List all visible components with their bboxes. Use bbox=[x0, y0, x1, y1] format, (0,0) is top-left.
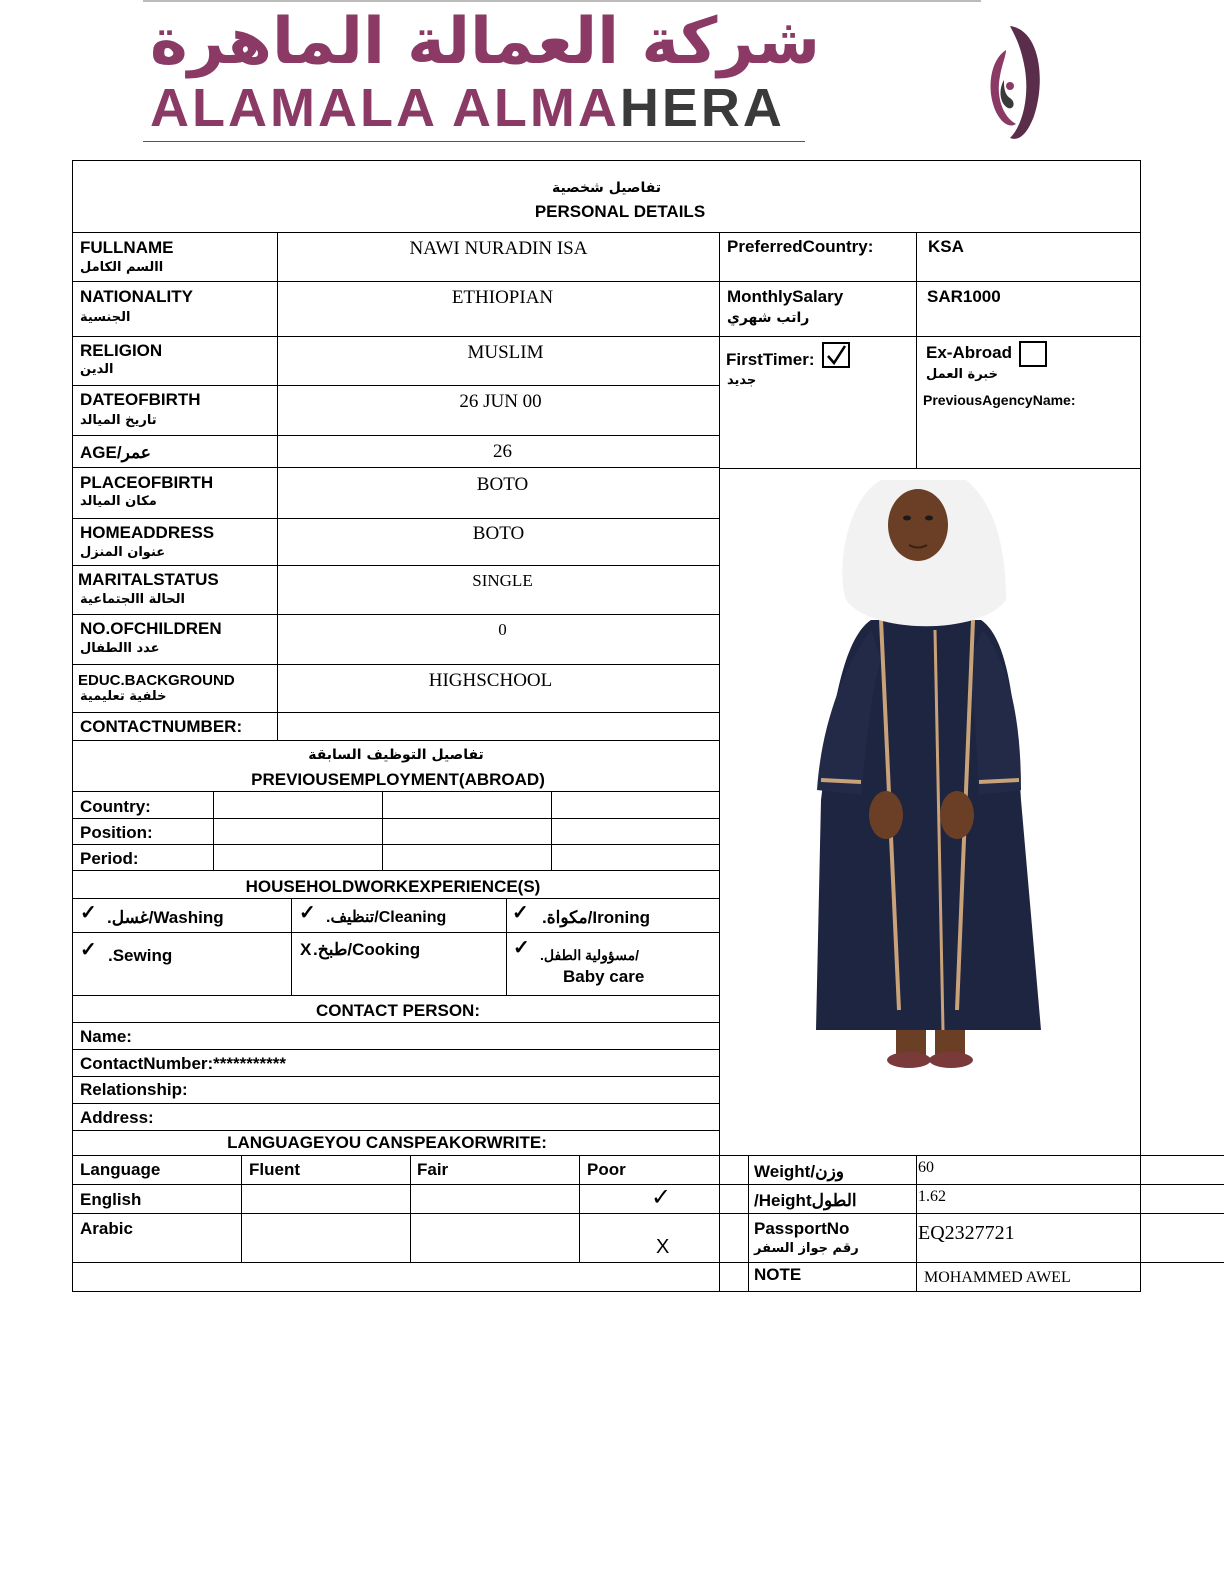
border bbox=[719, 281, 1141, 282]
preferred-country-label: PreferredCountry: bbox=[727, 237, 874, 256]
weight-value: 60 bbox=[918, 1159, 934, 1176]
border bbox=[213, 791, 214, 871]
dob-value: 26 JUN 00 bbox=[459, 391, 542, 412]
border bbox=[72, 1184, 1141, 1185]
washing-mark: ✓ bbox=[80, 902, 97, 924]
sewing-label: .Sewing bbox=[108, 946, 173, 965]
contact-name-label: Name: bbox=[80, 1027, 132, 1046]
passport-label: PassportNo bbox=[754, 1219, 850, 1238]
pob-label-ar: مكان الميالد bbox=[80, 494, 157, 509]
language-arabic: Arabic bbox=[80, 1219, 133, 1238]
border bbox=[1140, 1213, 1224, 1214]
cooking-label: .طبخ/Cooking bbox=[313, 940, 421, 959]
educ-label: EDUC.BACKGROUND bbox=[78, 672, 235, 689]
marital-label: MARITALSTATUS bbox=[78, 570, 219, 589]
religion-label-ar: الدين bbox=[80, 362, 114, 377]
border bbox=[72, 1103, 720, 1104]
border bbox=[72, 898, 720, 899]
border bbox=[719, 468, 1141, 469]
border bbox=[72, 1022, 720, 1023]
border bbox=[382, 791, 383, 871]
employment-title-ar: تفاصيل التوظيف السابقة bbox=[308, 747, 484, 763]
border bbox=[72, 1262, 1141, 1263]
passport-label-ar: رقم جواز السفر bbox=[754, 1241, 859, 1256]
address-label: HOMEADDRESS bbox=[80, 523, 215, 542]
border bbox=[72, 336, 720, 337]
border bbox=[719, 336, 1141, 337]
fullname-value: NAWI NURADIN ISA bbox=[409, 238, 588, 259]
address-value: BOTO bbox=[472, 523, 525, 544]
border bbox=[72, 160, 73, 1292]
fair-header: Fair bbox=[417, 1160, 449, 1179]
contact-number-value: *********** bbox=[213, 1054, 286, 1073]
border bbox=[72, 1130, 720, 1131]
english-poor-mark: ✓ bbox=[651, 1184, 672, 1211]
ironing-label: .مكواة/Ironing bbox=[542, 908, 650, 927]
border bbox=[72, 932, 720, 933]
ex-abroad-label-ar: خبرة العمل bbox=[926, 367, 998, 382]
border bbox=[72, 467, 720, 468]
border bbox=[410, 1155, 411, 1263]
marital-value: SINGLE bbox=[472, 571, 533, 590]
dob-label-ar: تاريخ الميالد bbox=[80, 413, 157, 428]
note-value: MOHAMMED AWEL bbox=[924, 1269, 1071, 1286]
border bbox=[1140, 1155, 1224, 1156]
monthly-salary-value: SAR1000 bbox=[927, 287, 1001, 306]
border bbox=[72, 1291, 1141, 1292]
border bbox=[72, 1155, 1141, 1156]
border bbox=[72, 565, 720, 566]
border bbox=[72, 712, 720, 713]
previous-agency-label: PreviousAgencyName: bbox=[923, 392, 1076, 408]
border bbox=[72, 435, 720, 436]
contact-address-label: Address: bbox=[80, 1108, 154, 1127]
marital-label-ar: الحالة االجتماعية bbox=[80, 592, 186, 607]
ironing-mark: ✓ bbox=[512, 902, 529, 924]
age-label: AGE/عمر bbox=[80, 443, 151, 462]
monthly-salary-label-ar: راتب شهري bbox=[727, 310, 810, 326]
preferred-country-value: KSA bbox=[928, 237, 964, 256]
checkmark-icon bbox=[824, 344, 848, 366]
fullname-label: FULLNAME bbox=[80, 238, 174, 257]
personal-details-title: PERSONAL DETAILS bbox=[534, 202, 706, 221]
border bbox=[1140, 160, 1141, 1292]
nationality-label: NATIONALITY bbox=[80, 287, 194, 306]
border bbox=[579, 1155, 580, 1263]
language-english: English bbox=[80, 1190, 142, 1209]
educ-value: HIGHSCHOOL bbox=[428, 670, 553, 691]
address-label-ar: عنوان المنزل bbox=[80, 545, 166, 560]
contact-number-label: CONTACTNUMBER: bbox=[80, 717, 243, 736]
border bbox=[291, 898, 292, 996]
dob-label: DATEOFBIRTH bbox=[80, 390, 201, 409]
employment-period-label: Period: bbox=[80, 849, 139, 868]
poor-header: Poor bbox=[587, 1160, 626, 1179]
children-label-ar: عدد االطفال bbox=[80, 641, 160, 656]
border bbox=[72, 870, 720, 871]
border bbox=[72, 232, 1141, 233]
company-emblem-icon bbox=[980, 20, 1050, 144]
educ-label-ar: خلفية تعليمية bbox=[80, 689, 167, 704]
border bbox=[551, 791, 552, 871]
pob-value: BOTO bbox=[476, 474, 529, 495]
cleaning-label: .تنظيف/Cleaning bbox=[326, 909, 447, 926]
border bbox=[241, 1155, 242, 1263]
border bbox=[72, 1076, 720, 1077]
border bbox=[72, 518, 720, 519]
household-title: HOUSEHOLDWORKEXPERIENCE(S) bbox=[245, 877, 541, 896]
border bbox=[72, 818, 720, 819]
washing-label: .غسل/Washing bbox=[107, 908, 224, 927]
first-timer-label: FirstTimer: bbox=[726, 350, 815, 369]
language-header: Language bbox=[80, 1160, 161, 1179]
border bbox=[1140, 1262, 1224, 1263]
monthly-salary-label: MonthlySalary bbox=[727, 287, 844, 306]
company-name-english: ALAMALA ALMAHERA bbox=[150, 78, 785, 138]
candidate-photo bbox=[721, 470, 1140, 1155]
note-label: NOTE bbox=[754, 1265, 802, 1284]
religion-value: MUSLIM bbox=[467, 342, 544, 363]
baby-care-mark: ✓ bbox=[513, 937, 530, 959]
employment-position-label: Position: bbox=[80, 823, 153, 842]
employment-country-label: Country: bbox=[80, 797, 151, 816]
border bbox=[72, 385, 720, 386]
religion-label: RELIGION bbox=[80, 341, 163, 360]
passport-value: EQ2327721 bbox=[918, 1222, 1015, 1244]
border bbox=[506, 898, 507, 996]
contact-number-label2: ContactNumber:*********** bbox=[80, 1054, 286, 1073]
first-timer-label-ar: جديد bbox=[727, 373, 757, 388]
children-label: NO.OFCHILDREN bbox=[80, 619, 222, 638]
ex-abroad-checkbox[interactable] bbox=[1019, 341, 1047, 367]
children-value: 0 bbox=[498, 620, 507, 639]
relationship-label: Relationship: bbox=[80, 1080, 188, 1099]
header-bottom-line bbox=[143, 141, 805, 142]
contact-person-title: CONTACT PERSON: bbox=[315, 1001, 480, 1020]
border bbox=[916, 232, 917, 468]
languages-title: LANGUAGEYOU CANSPEAKORWRITE: bbox=[227, 1133, 547, 1152]
border bbox=[72, 614, 720, 615]
border bbox=[72, 281, 720, 282]
cooking-mark: X bbox=[300, 940, 312, 959]
border bbox=[72, 844, 720, 845]
height-label: /Heightالطول bbox=[754, 1191, 857, 1210]
border bbox=[916, 1155, 917, 1292]
company-name-arabic: شركة العمالة الماهرة bbox=[150, 5, 821, 79]
border bbox=[72, 160, 1141, 161]
border bbox=[72, 1049, 720, 1050]
border bbox=[72, 995, 720, 996]
ex-abroad-label: Ex-Abroad bbox=[926, 343, 1012, 362]
border bbox=[72, 664, 720, 665]
border bbox=[1140, 1184, 1224, 1185]
first-timer-checkbox[interactable] bbox=[822, 342, 850, 368]
fluent-header: Fluent bbox=[249, 1160, 300, 1179]
personal-details-title-ar: تفاصيل شخصية bbox=[551, 180, 662, 196]
employment-title: PREVIOUSEMPLOYMENT(ABROAD) bbox=[251, 770, 545, 789]
age-value: 26 bbox=[493, 441, 512, 462]
nationality-label-ar: الجنسية bbox=[80, 310, 131, 325]
baby-care-label: Baby care bbox=[563, 967, 645, 986]
baby-care-label-ar: .مسؤولية الطفل/ bbox=[540, 947, 639, 963]
border bbox=[748, 1155, 749, 1292]
sewing-mark: ✓ bbox=[80, 939, 97, 961]
nationality-value: ETHIOPIAN bbox=[451, 287, 554, 308]
border bbox=[72, 740, 720, 741]
pob-label: PLACEOFBIRTH bbox=[80, 473, 214, 492]
border bbox=[72, 791, 720, 792]
fullname-label-ar: االسم الكامل bbox=[80, 260, 164, 275]
border bbox=[72, 1213, 1141, 1214]
weight-label: Weight/وزن bbox=[754, 1162, 844, 1181]
arabic-poor-mark: X bbox=[656, 1236, 670, 1258]
cleaning-mark: ✓ bbox=[299, 902, 316, 924]
height-value: 1.62 bbox=[918, 1188, 946, 1205]
